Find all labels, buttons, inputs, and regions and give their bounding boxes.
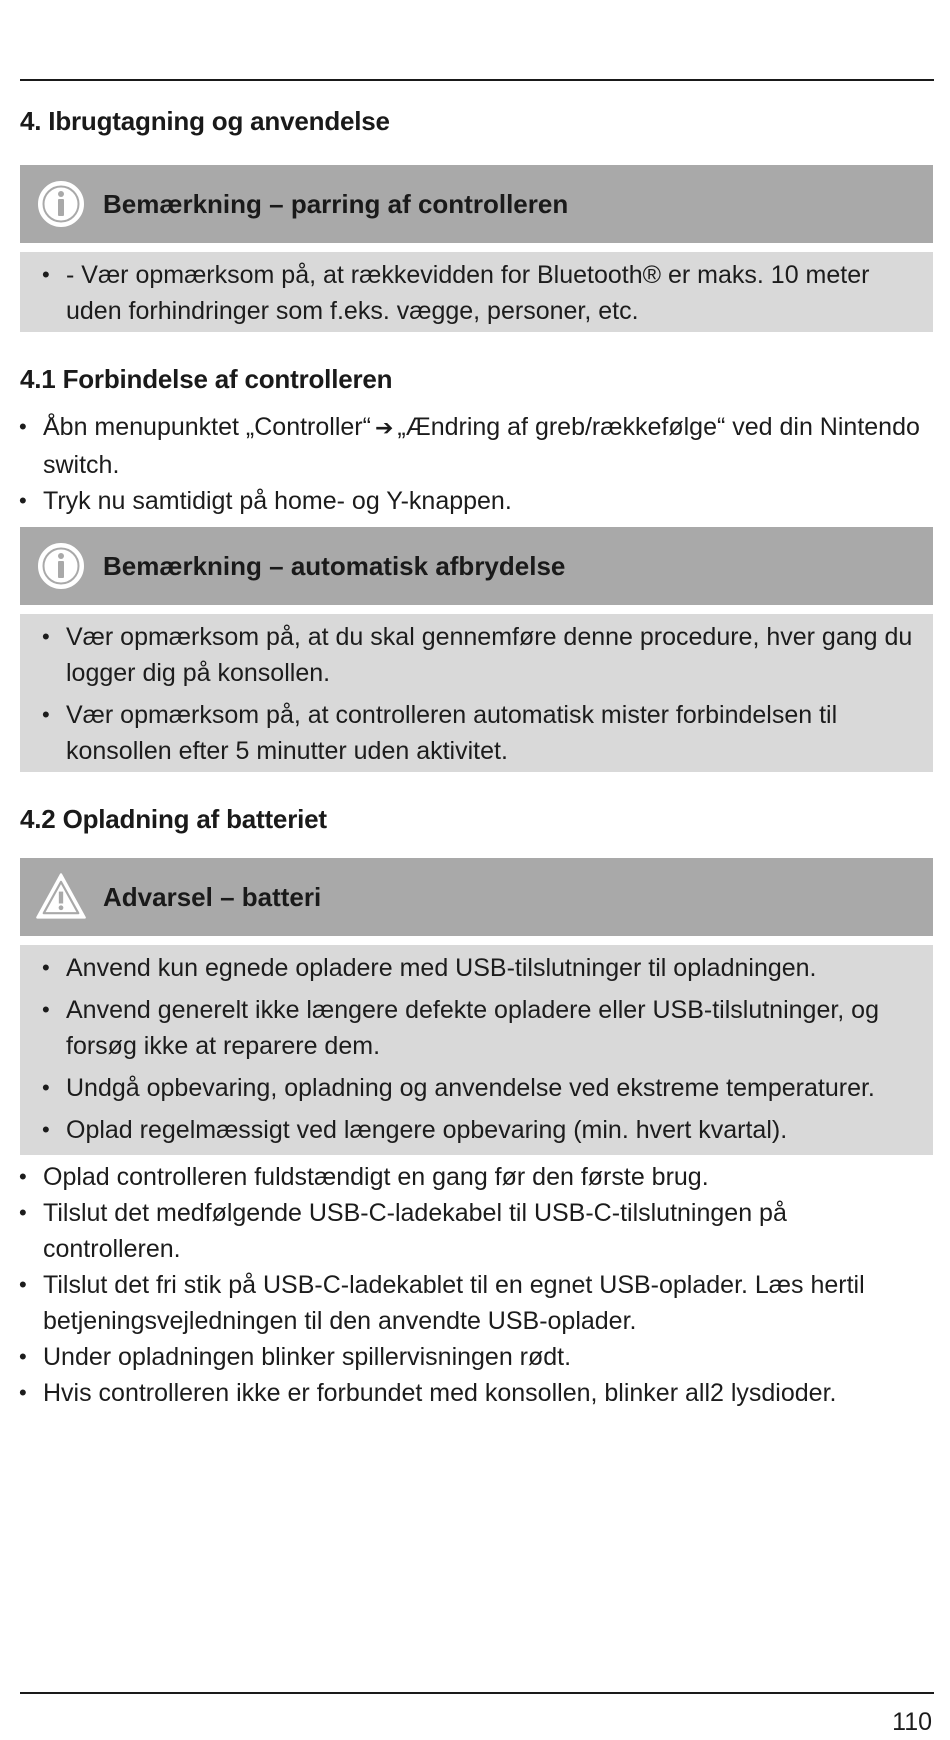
list-item: • Anvend kun egnede opladere med USB-tilslutninger til opladningen. — [66, 950, 916, 986]
subsection-title: 4.2 Opladning af batteriet — [20, 804, 327, 834]
list-item: • - Vær opmærksom på, at rækkevidden for Bluetooth® er maks. 10 meter uden forhindringer som f.eks. vægge, personer, etc. — [66, 257, 916, 329]
note-header-auto-disconnect — [20, 527, 933, 605]
warning-body-battery — [20, 945, 933, 1155]
note-body-pairing — [20, 252, 933, 332]
list-item: • Undgå opbevaring, opladning og anvendelse ved ekstreme temperaturer. — [66, 1070, 916, 1106]
note-header-pairing — [20, 165, 933, 243]
list-item: • Under opladningen blinker spillervisningen rødt. — [43, 1339, 923, 1375]
note-body-auto-disconnect — [20, 614, 933, 772]
list-item: • Tilslut det medfølgende USB-C-ladekabel til USB-C-tilslutningen på controlleren. — [43, 1195, 923, 1267]
section-title: 4. Ibrugtagning og anvendelse — [20, 106, 390, 136]
arrow-right-icon: ➔ — [374, 416, 394, 441]
info-icon — [36, 179, 86, 229]
list-item: • Oplad regelmæssigt ved længere opbevaring (min. hvert kvartal). — [66, 1112, 916, 1148]
connection-steps — [43, 409, 923, 519]
charging-steps — [43, 1159, 923, 1411]
note-title: Bemærkning – parring af controlleren — [103, 189, 569, 219]
info-icon — [36, 541, 86, 591]
list-item: • Hvis controlleren ikke er forbundet med konsollen, blinker all2 lysdioder. — [43, 1375, 923, 1411]
top-rule — [20, 79, 934, 81]
list-item: • Anvend generelt ikke længere defekte opladere eller USB-tilslutninger, og forsøg ikke at reparere dem. — [66, 992, 916, 1064]
note-title: Bemærkning – automatisk afbrydelse — [103, 551, 566, 581]
subsection-title: 4.1 Forbindelse af controlleren — [20, 364, 393, 394]
warning-icon — [34, 870, 88, 924]
list-item: • Åbn menupunktet „Controller“ ➔ „Ændring af greb/rækkefølge“ ved din Nintendo switch. — [43, 409, 923, 483]
list-item: • Vær opmærksom på, at du skal gennemføre denne procedure, hver gang du logger dig på konsollen. — [66, 619, 916, 691]
list-item: • Tilslut det fri stik på USB-C-ladekablet til en egnet USB-oplader. Læs hertil betjeningsvejledningen til den anvendte USB-oplader. — [43, 1267, 923, 1339]
bottom-rule — [20, 1692, 934, 1694]
page-number: 110 — [892, 1708, 932, 1736]
list-item: • Vær opmærksom på, at controlleren automatisk mister forbindelsen til konsollen efter 5 minutter uden aktivitet. — [66, 697, 916, 769]
warning-title: Advarsel – batteri — [103, 882, 322, 912]
list-item: • Tryk nu samtidigt på home- og Y-knappen. — [43, 483, 923, 519]
warning-header-battery — [20, 858, 933, 936]
list-item: • Oplad controlleren fuldstændigt en gang før den første brug. — [43, 1159, 923, 1195]
